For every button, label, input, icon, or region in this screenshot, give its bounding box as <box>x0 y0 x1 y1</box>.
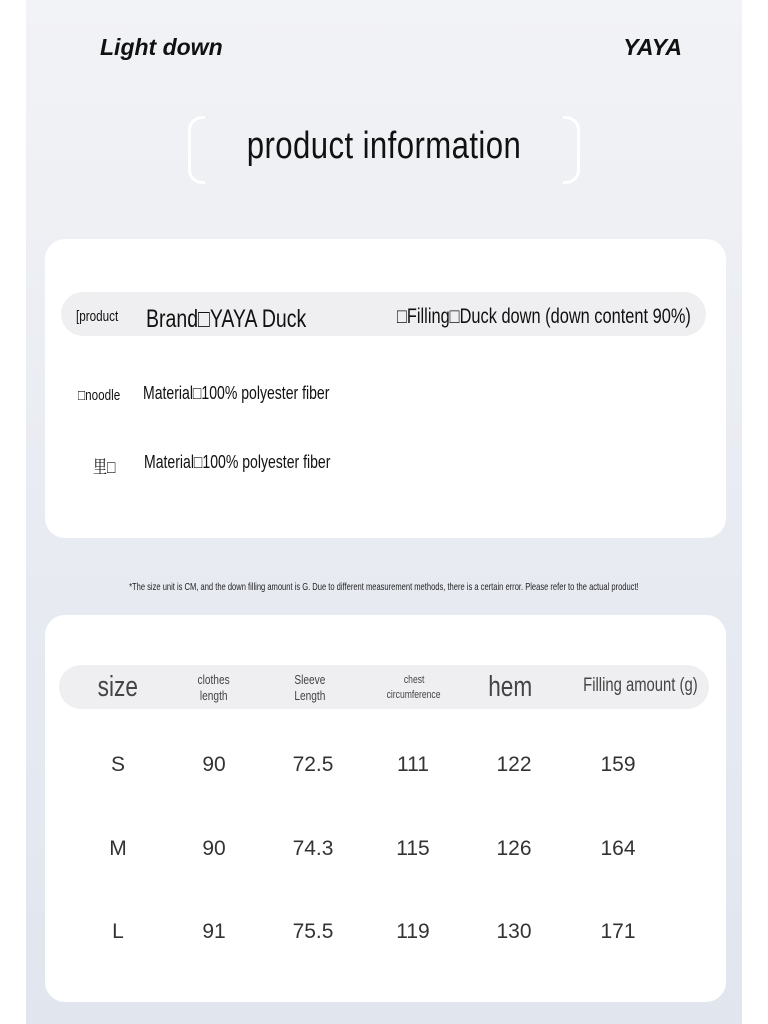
header-filling-amount: Filling amount (g) <box>583 675 698 696</box>
info-brand: Brand□YAYA Duck <box>146 305 307 333</box>
size-note: *The size unit is CM, and the down filling amount is G. Due to different measurement methods, there is a certain error. Please refer to the actual product! <box>129 581 639 593</box>
cell-clothes-length: 90 <box>202 753 226 776</box>
cell-size: S <box>110 753 125 776</box>
header-chest-circumference: chest circumference <box>387 674 441 701</box>
info-material-outer: Material□100% polyester fiber <box>143 383 330 403</box>
cell-size: L <box>112 920 124 943</box>
size-table-card <box>45 615 726 1002</box>
cell-filling: 171 <box>600 920 636 943</box>
cell-clothes-length: 90 <box>202 837 226 860</box>
cell-hem: 126 <box>496 837 532 860</box>
cell-filling: 159 <box>600 753 636 776</box>
cell-size: M <box>109 837 127 860</box>
info-label-lining: 里□ <box>93 457 116 477</box>
cell-chest: 119 <box>396 920 430 943</box>
info-label-noodle: □noodle <box>78 387 121 404</box>
brand-logo-text: YAYA <box>623 34 682 60</box>
header-sleeve-length: Sleeve Length <box>294 672 326 703</box>
info-label-product: [product <box>76 308 119 325</box>
header-clothes-length: clothes length <box>197 672 231 703</box>
cell-hem: 130 <box>496 920 532 943</box>
page-title: product information <box>246 125 522 167</box>
right-bracket-decoration <box>563 116 580 184</box>
cell-filling: 164 <box>600 837 636 860</box>
cell-chest: 115 <box>396 837 430 860</box>
info-material-lining: Material□100% polyester fiber <box>144 452 331 472</box>
cell-sleeve-length: 72.5 <box>292 753 334 776</box>
header-size: size <box>97 671 139 703</box>
left-bracket-decoration <box>188 116 205 184</box>
product-name: Light down <box>100 34 223 60</box>
cell-hem: 122 <box>496 753 532 776</box>
product-page <box>26 0 742 1024</box>
info-filling: □Filling□Duck down (down content 90%) <box>397 305 691 328</box>
title-block <box>188 116 580 182</box>
cell-chest: 111 <box>397 753 429 776</box>
header-hem: hem <box>487 671 532 703</box>
cell-sleeve-length: 75.5 <box>292 920 334 943</box>
cell-sleeve-length: 74.3 <box>292 837 334 860</box>
product-info-card <box>45 239 726 538</box>
cell-clothes-length: 91 <box>202 920 226 943</box>
